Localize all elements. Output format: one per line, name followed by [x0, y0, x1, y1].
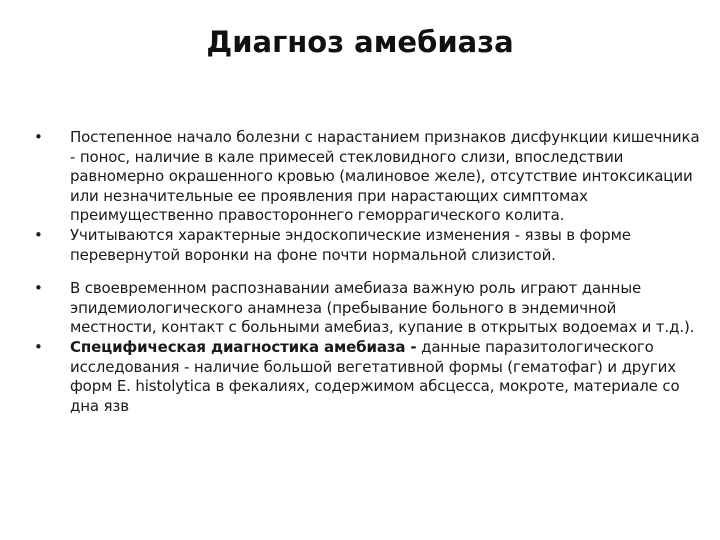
- bullet-item: [34, 128, 704, 226]
- bullet-item: [34, 226, 704, 265]
- bullet-body-text: данные паразитологического исследования - наличие большой вегетативной формы (гематофаг) и других форм E. histolytica в фекалиях, содержимом абсцесса, мокроте, материале со дна язв: [70, 337, 680, 415]
- slide-title: Диагноз амебиаза: [206, 25, 514, 59]
- bullet-item: [34, 279, 704, 338]
- bullet-item: [34, 338, 704, 416]
- bullet-marker: •: [34, 225, 43, 244]
- bullet-marker: •: [34, 279, 43, 298]
- bullet-text: Учитываются характерные эндоскопические изменения - язвы в форме перевернутой воронки на фоне почти нормальной слизистой.: [70, 225, 631, 264]
- bullet-marker: •: [34, 128, 43, 146]
- bullet-marker: •: [34, 337, 43, 356]
- bullet-lead-text: Специфическая диагностика амебиаза -: [70, 337, 417, 356]
- bullet-gap: [34, 265, 704, 279]
- bullet-text: Постепенное начало болезни с нарастанием признаков дисфункции кишечника - понос, наличие в кале примесей стекловидного слизи, впоследствии равномерно окрашенного кровью (малиновое желе), отсутствие интоксикации или незначительные ее проявления при нарастающих симптомах преимущественно правостороннего геморрагического колита.: [70, 128, 700, 225]
- bullet-list: [34, 128, 704, 416]
- bullet-text: В своевременном распознавании амебиаза важную роль играют данные эпидемиологического анамнеза (пребывание больного в эндемичной местности, контакт с больными амебиаз, купание в открытых водоемах и т.д.).: [70, 279, 695, 337]
- bullet-text: [70, 338, 704, 416]
